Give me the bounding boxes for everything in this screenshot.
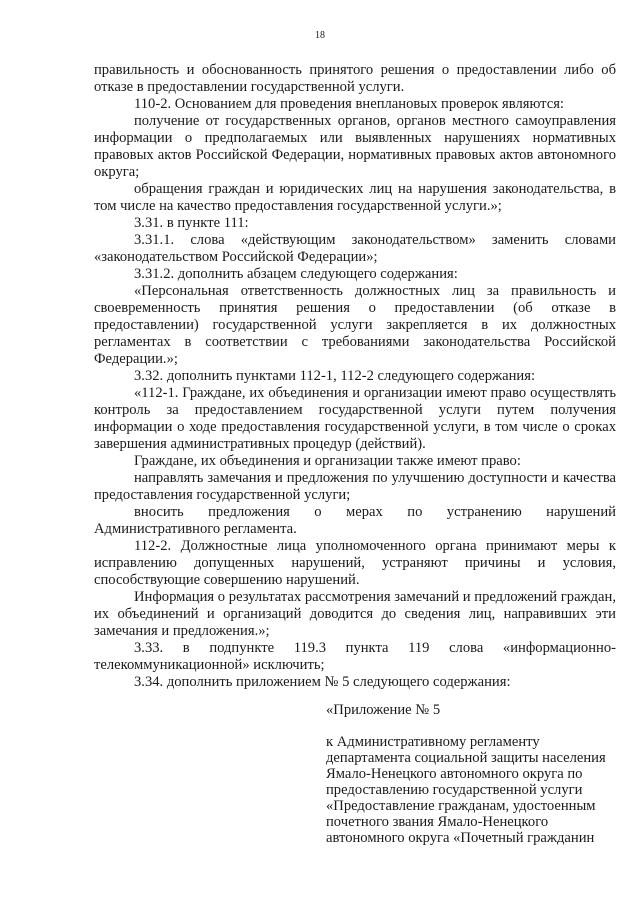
paragraph: 110-2. Основанием для проведения внеплановых проверок являются:: [134, 96, 564, 112]
body-text: [94, 62, 616, 691]
paragraph: обращения граждан и юридических лиц на нарушения законодательства, в том числе на качество предоставления государственной услуги.»;: [94, 181, 616, 214]
appendix-line: предоставлению государственной услуги: [326, 782, 583, 798]
paragraph: 3.32. дополнить пунктами 112-1, 112-2 следующего содержания:: [134, 368, 536, 384]
appendix-line: «Предоставление гражданам, удостоенным: [326, 798, 596, 814]
appendix-header: [326, 702, 616, 846]
paragraph: 3.31.2. дополнить абзацем следующего содержания:: [134, 266, 458, 282]
paragraph: «112-1. Граждане, их объединения и организации имеют право осуществлять контроль за предоставлением государственной услуги путем получения информации о ходе предоставления государственной услуги, в том числе о сроках завершения административных процедур (действий).: [94, 385, 616, 452]
appendix-line: департамента социальной защиты населения: [326, 750, 606, 766]
paragraph: 3.31. в пункте 111:: [134, 215, 249, 231]
paragraph: Информация о результатах рассмотрения замечаний и предложений граждан, их объединений и организаций доводится до сведения лиц, направивших эти замечания и предложения.»;: [94, 589, 616, 639]
paragraph: 112-2. Должностные лица уполномоченного органа принимают меры к исправлению допущенных нарушений, устраняют причины и условия, способствующие совершению нарушений.: [94, 538, 616, 588]
appendix-line: почетного звания Ямало-Ненецкого: [326, 814, 549, 830]
paragraph: 3.34. дополнить приложением № 5 следующего содержания:: [134, 674, 511, 690]
paragraph: 3.31.1. слова «действующим законодательством» заменить словами «законодательством Российской Федерации»;: [94, 232, 616, 265]
paragraph: правильность и обоснованность принятого решения о предоставлении либо об отказе в предоставлении государственной услуги.: [94, 62, 616, 95]
appendix-line: Ямало-Ненецкого автономного округа по: [326, 766, 583, 782]
paragraph: «Персональная ответственность должностных лиц за правильность и своевременность принятия решения о предоставлении (об отказе в предоставлении) государственной услуги закрепляется в их должностных регламентах в соответствии с требованиями законодательства Российской Федерации.»;: [94, 283, 616, 367]
paragraph: 3.33. в подпункте 119.3 пункта 119 слова «информационно-телекоммуникационной» исключить;: [94, 640, 616, 673]
appendix-line: автономного округа «Почетный гражданин: [326, 830, 595, 846]
paragraph: получение от государственных органов, органов местного самоуправления информации о предполагаемых или выявленных нарушениях нормативных правовых актов Российской Федерации, нормативных правовых актов автономного округа;: [94, 113, 616, 180]
appendix-title: «Приложение № 5: [326, 702, 441, 718]
page-number: 18: [315, 30, 325, 41]
appendix-lines: [326, 734, 616, 846]
paragraph: вносить предложения о мерах по устранению нарушений Административного регламента.: [94, 504, 616, 537]
paragraph: направлять замечания и предложения по улучшению доступности и качества предоставления государственной услуги;: [94, 470, 616, 503]
paragraph: Граждане, их объединения и организации также имеют право:: [134, 453, 521, 469]
appendix-line: к Административному регламенту: [326, 734, 540, 750]
